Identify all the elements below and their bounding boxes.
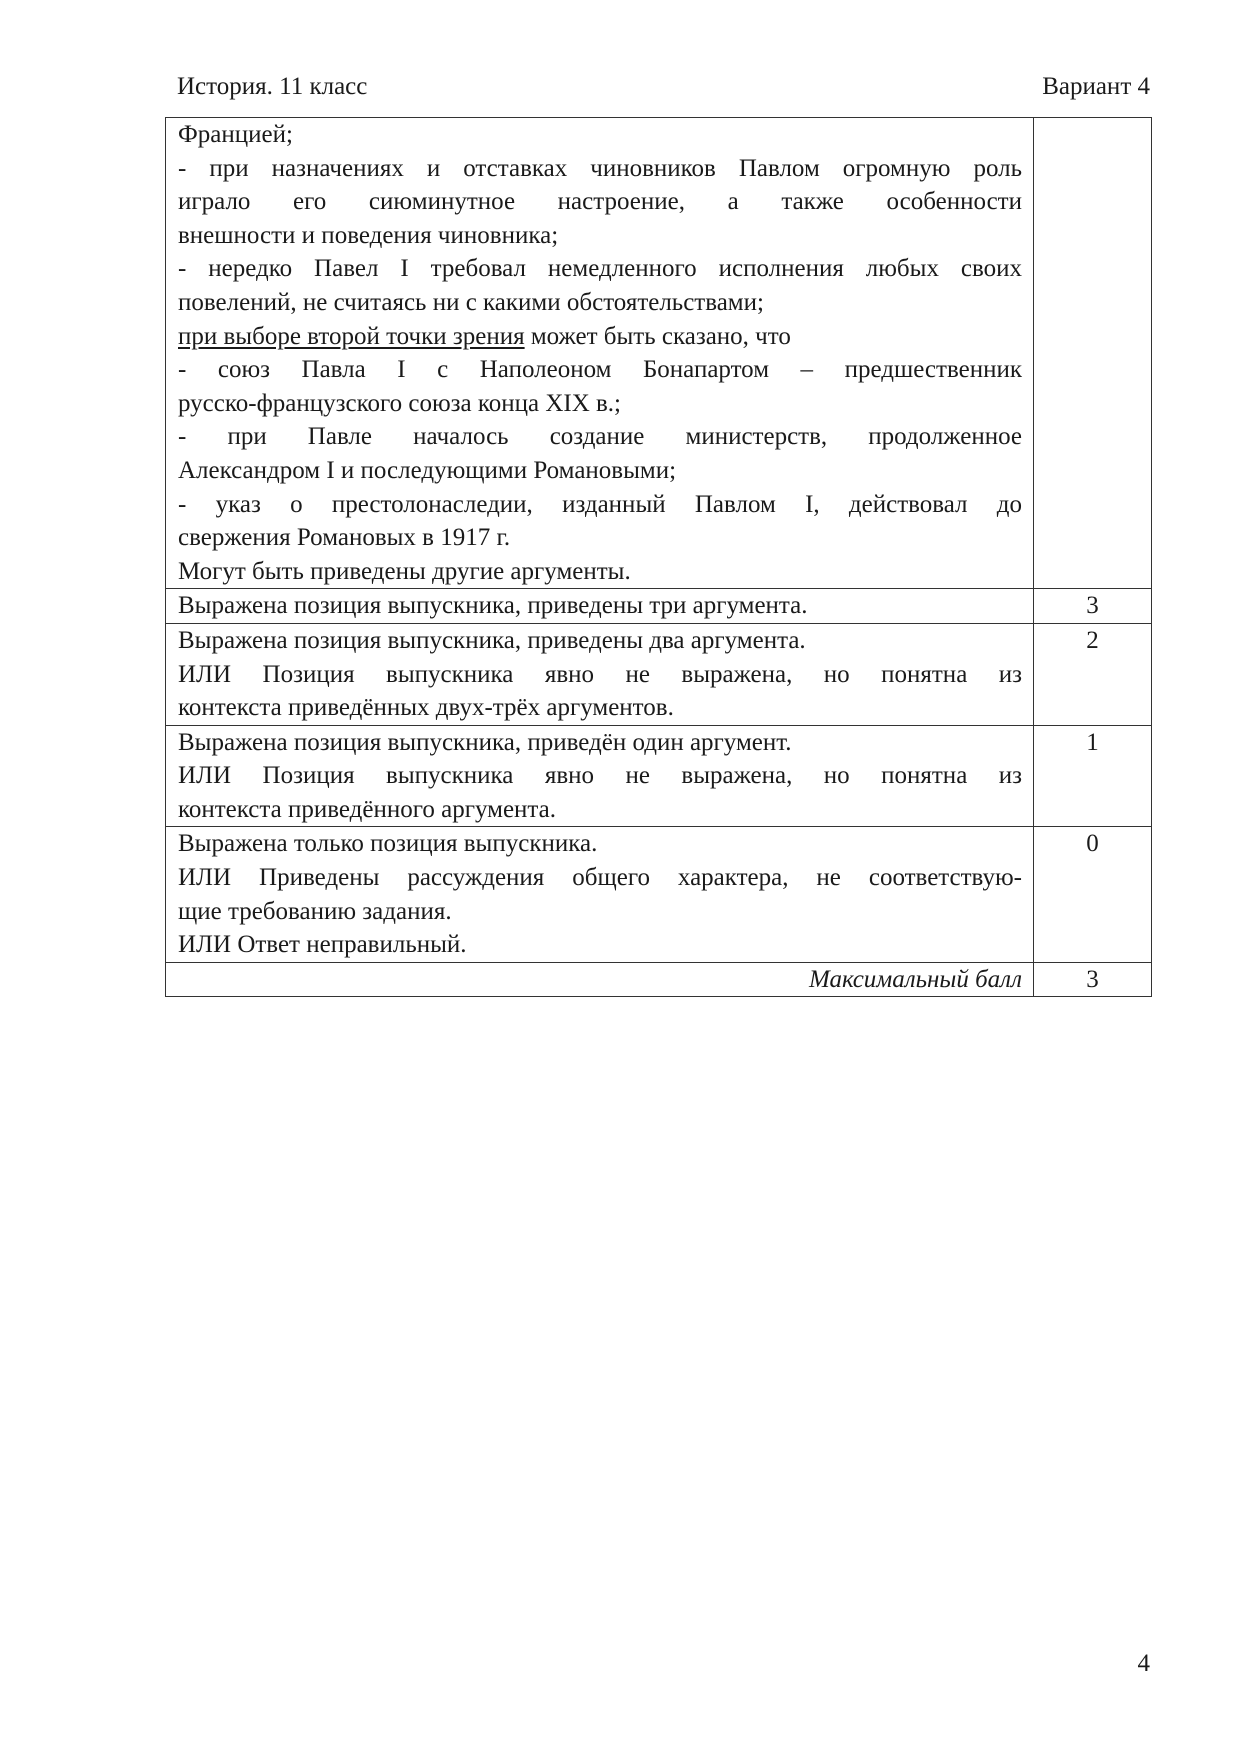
variant-label: Вариант 4 (1042, 73, 1150, 100)
max-score-row (166, 962, 1152, 997)
page-number: 4 (1137, 1650, 1150, 1677)
criterion-text (166, 623, 1034, 725)
criterion-line: Выражена позиция выпускника, приведены два аргумента. (178, 626, 806, 654)
argument-line: русско-французского союза конца XIX в.; (178, 389, 622, 417)
criterion-score: 0 (1034, 827, 1152, 962)
argument-line: Александром I и последующими Романовыми; (178, 456, 677, 484)
argument-line: свержения Романовых в 1917 г. (178, 524, 511, 552)
criterion-line: щие требованию задания. (178, 897, 452, 925)
criterion-line: ИЛИ Ответ неправильный. (178, 931, 467, 959)
max-score-value: 3 (1034, 962, 1152, 997)
criterion-line: контекста приведённых двух-трёх аргументов. (178, 694, 674, 722)
criterion-text (166, 827, 1034, 962)
argument-line: - указ о престолонаследии, изданный Павлом I, действовал до (178, 490, 1022, 518)
criterion-row (166, 589, 1152, 624)
criterion-text (166, 589, 1034, 624)
argument-line: Могут быть приведены другие аргументы. (178, 557, 631, 585)
criterion-line: Выражена только позиция выпускника. (178, 830, 598, 858)
criterion-row (166, 827, 1152, 962)
argument-line: играло его сиюминутное настроение, а также особенности (178, 188, 1022, 216)
argument-line: - союз Павла I с Наполеоном Бонапартом – предшественник (178, 356, 1022, 384)
page-header (177, 73, 1150, 113)
criterion-line: контекста приведённого аргумента. (178, 795, 557, 823)
argument-line: - при назначениях и отставках чиновников Павлом огромную роль (178, 154, 1022, 182)
subject-title: История. 11 класс (177, 73, 368, 100)
criterion-score: 2 (1034, 623, 1152, 725)
criterion-score: 1 (1034, 725, 1152, 827)
second-view-underlined: при выборе второй точки зрения (178, 322, 525, 350)
criterion-text (166, 725, 1034, 827)
argument-line: внешности и поведения чиновника; (178, 221, 559, 249)
argument-text-cell (166, 118, 1034, 589)
argument-line: - нередко Павел I требовал немедленного исполнения любых своих (178, 255, 1022, 283)
criterion-row (166, 725, 1152, 827)
argument-line: повелений, не считаясь ни с какими обстоятельствами; (178, 288, 764, 316)
criterion-row (166, 623, 1152, 725)
argument-line: Францией; (178, 121, 293, 148)
argument-row (166, 118, 1152, 589)
criterion-line: ИЛИ Позиция выпускника явно не выражена, но понятна из (178, 660, 1022, 688)
second-view-rest: может быть сказано, что (524, 322, 791, 350)
criterion-line: ИЛИ Позиция выпускника явно не выражена, но понятна из (178, 762, 1022, 790)
criterion-line: Выражена позиция выпускника, приведён один аргумент. (178, 728, 792, 756)
argument-line: - при Павле началось создание министерств, продолженное (178, 423, 1022, 451)
criterion-score: 3 (1034, 589, 1152, 624)
max-score-label: Максимальный балл (166, 962, 1034, 997)
grading-table (165, 117, 1152, 997)
criterion-line: ИЛИ Приведены рассуждения общего характера, не соответствую- (178, 864, 1022, 892)
criterion-line: Выражена позиция выпускника, приведены три аргумента. (178, 592, 808, 620)
second-view-line (178, 320, 1022, 354)
argument-score-cell (1034, 118, 1152, 589)
